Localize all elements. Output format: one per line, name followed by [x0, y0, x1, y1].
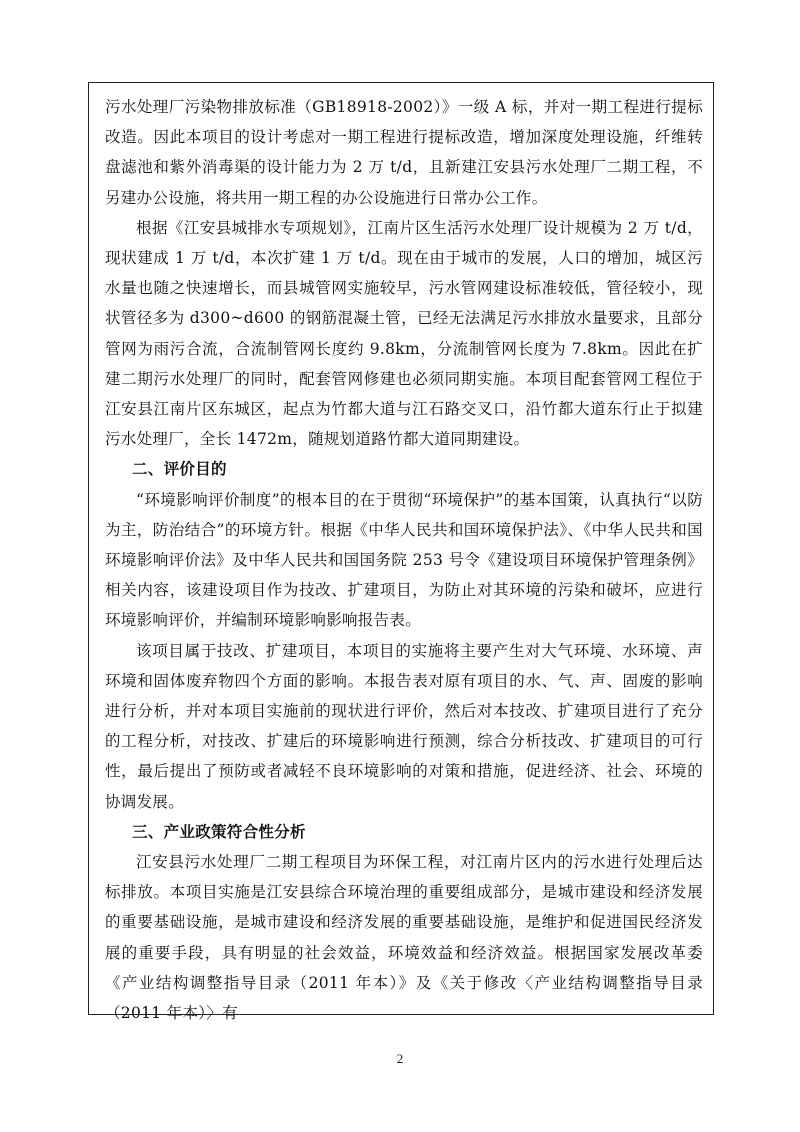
paragraph-eia-purpose: “环境影响评价制度”的根本目的在于贯彻“环境保护”的基本国策，认真执行“以防为主，防治结合”的环境方针。根据《中华人民共和国环境保护法》、《中华人民共和国环境影响评价法》及中华人民共和国国务院 253 号令《建设项目环境保护管理条例》相关内容，该建设项目作为技改、扩建项目，为防止对其环境的污染和破坏，应进行环境影响评价，并编制环境影响影响报告表。	[105, 490, 703, 630]
paragraph-drainage-plan: 根据《江安县城排水专项规划》，江南片区生活污水处理厂设计规模为 2 万 t/d，现状建成 1 万 t/d，本次扩建 1 万 t/d。现在由于城市的发展，人口的增加，城区污水量也随之快速增长，而县城管网实施较早，污水管网建设标准较低，管径较小，现状管径多为 d300~d600 的钢筋混凝土管，已经无法满足污水排放水量要求，且部分管网为雨污合流，合流制管网长度约 9.8km，分流制管网长度为 7.8km。因此在扩建二期污水处理厂的同时，配套管网修建也必须同期实施。本项目配套管网工程位于江安县江南片区东城区，起点为竹都大道与江石路交叉口，沿竹都大道东行止于拟建污水处理厂，全长 1472m，随规划道路竹都大道同期建设。	[105, 218, 703, 449]
section-heading-evaluation-purpose: 二、评价目的	[132, 459, 227, 479]
page-number: 2	[396, 1051, 404, 1066]
document-frame	[88, 82, 714, 1023]
section-heading-industrial-policy: 三、产业政策符合性分析	[132, 821, 306, 841]
document-body	[105, 92, 703, 1028]
paragraph-project-impacts: 该项目属于技改、扩建项目，本项目的实施将主要产生对大气环境、水环境、声环境和固体废弃物四个方面的影响。本报告表对原有项目的水、气、声、固废的影响进行分析，并对本项目实施前的现状进行评价，然后对本技改、扩建项目进行了充分的工程分析，对技改、扩建后的环境影响进行预测，综合分析技改、扩建项目的可行性，最后提出了预防或者减轻不良环境影响的对策和措施，促进经济、社会、环境的协调发展。	[105, 641, 703, 811]
paragraph-standard-upgrade: 污水处理厂污染物排放标准（GB18918-2002）》一级 A 标，并对一期工程进行提标改造。因此本项目的设计考虑对一期工程进行提标改造，增加深度处理设施，纤维转盘滤池和紫外消毒渠的设计能力为 2 万 t/d，且新建江安县污水处理厂二期工程，不另建办公设施，将共用一期工程的办公设施进行日常办公工作。	[105, 98, 703, 207]
paragraph-policy-compliance: 江安县污水处理厂二期工程项目为环保工程，对江南片区内的污水进行处理后达标排放。本项目实施是江安县综合环境治理的重要组成部分，是城市建设和经济发展的重要基础设施，是城市建设和经济发展的重要基础设施，是维护和促进国民经济发展的重要手段，具有明显的社会效益，环境效益和经济效益。根据国家发展改革委《产业结构调整指导目录（2011 年本）》及《关于修改〈产业结构调整指导目录（2011 年本）〉有	[105, 853, 703, 1023]
